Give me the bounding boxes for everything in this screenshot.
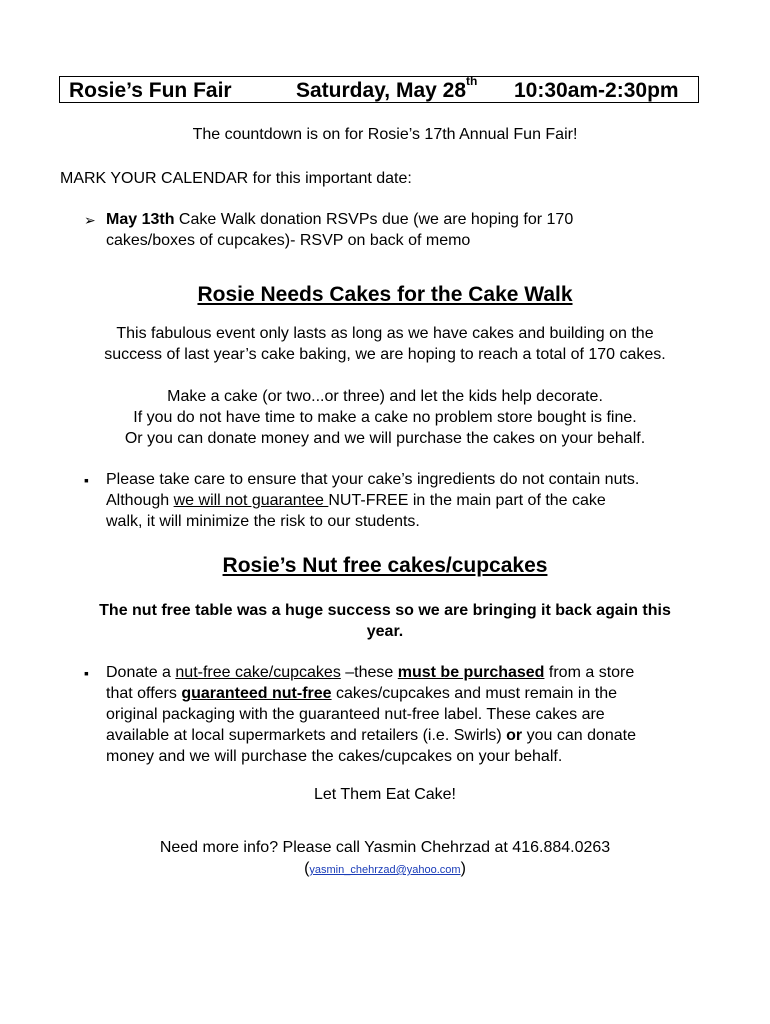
event-date: Saturday, May 28th: [296, 74, 478, 102]
cake-walk-p2-line2: If you do not have time to make a cake no problem store bought is fine.: [133, 409, 637, 426]
contact-email-line: (yasmin_chehrzad@yahoo.com): [304, 860, 466, 877]
nut-free-line5: money and we will purchase the cakes/cupcakes on your behalf.: [106, 748, 563, 765]
nut-free-intro-line1: The nut free table was a huge success so we are bringing it back again this: [99, 602, 671, 619]
cake-walk-p1-line2: success of last year’s cake baking, we are hoping to reach a total of 170 cakes.: [104, 346, 666, 363]
nut-free-intro-line2: year.: [366, 623, 404, 640]
cake-walk-p2-line1: Make a cake (or two...or three) and let the kids help decorate.: [167, 388, 603, 405]
event-name: Rosie’s Fun Fair: [69, 79, 232, 102]
cake-walk-p2-line3: Or you can donate money and we will purchase the cakes on your behalf.: [124, 430, 646, 447]
tagline: Let Them Eat Cake!: [314, 786, 456, 803]
countdown-text: The countdown is on for Rosie’s 17th Annual Fun Fair!: [192, 126, 578, 143]
cake-walk-heading: Rosie Needs Cakes for the Cake Walk: [197, 283, 573, 306]
nut-free-line1: Donate a nut-free cake/cupcakes –these must be purchased from a store: [106, 664, 635, 681]
rsvp-line-1: May 13th Cake Walk donation RSVPs due (we are hoping for 170: [106, 211, 574, 228]
nuts-warning-line3: walk, it will minimize the risk to our students.: [106, 513, 420, 530]
email-link[interactable]: yasmin_chehrzad@yahoo.com: [309, 864, 461, 876]
nut-free-line3: original packaging with the guaranteed nut-free label. These cakes are: [106, 706, 605, 723]
nuts-warning-line1: Please take care to ensure that your cake’s ingredients do not contain nuts.: [106, 471, 640, 488]
mark-calendar-text: MARK YOUR CALENDAR for this important date:: [60, 170, 412, 187]
nuts-warning-line2: Although we will not guarantee NUT-FREE in the main part of the cake: [106, 492, 606, 509]
square-bullet-icon: ▪: [84, 472, 89, 488]
nut-free-line2: that offers guaranteed nut-free cakes/cupcakes and must remain in the: [106, 685, 618, 702]
cake-walk-p1-line1: This fabulous event only lasts as long as we have cakes and building on the: [116, 325, 654, 342]
rsvp-line-2: cakes/boxes of cupcakes)- RSVP on back of memo: [106, 232, 471, 249]
nut-free-heading: Rosie’s Nut free cakes/cupcakes: [222, 554, 548, 577]
event-header: [59, 76, 699, 103]
event-time: 10:30am-2:30pm: [514, 79, 679, 102]
contact-info: Need more info? Please call Yasmin Chehrzad at 416.884.0263: [159, 839, 611, 856]
square-bullet-icon: ▪: [84, 665, 89, 681]
arrow-bullet-icon: ➢: [84, 212, 96, 228]
nut-free-line4: available at local supermarkets and retailers (i.e. Swirls) or you can donate: [106, 727, 637, 744]
